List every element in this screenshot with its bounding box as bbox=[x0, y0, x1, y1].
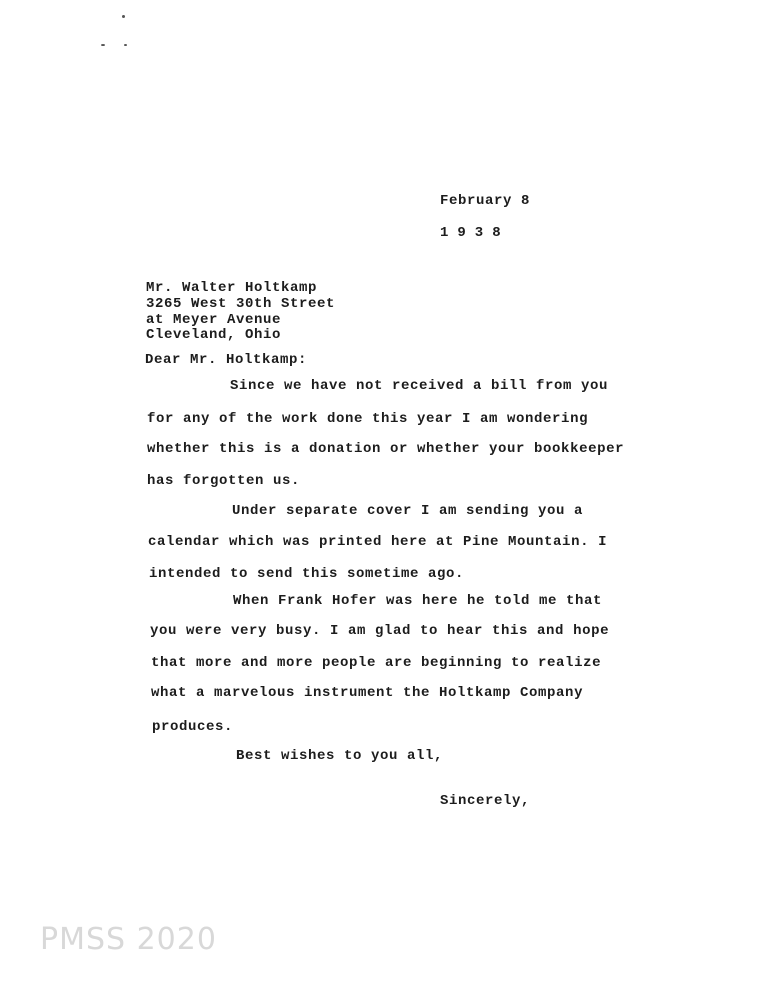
salutation: Dear Mr. Holtkamp: bbox=[145, 352, 308, 368]
paragraph-line: you were very busy. I am glad to hear this and hope bbox=[150, 623, 610, 639]
paragraph-line: When Frank Hofer was here he told me that bbox=[233, 593, 603, 609]
paragraph-line: for any of the work done this year I am wondering bbox=[147, 411, 589, 427]
recipient-street: 3265 West 30th Street bbox=[146, 296, 336, 312]
signoff: Sincerely, bbox=[440, 793, 531, 809]
letter-year: 1938 bbox=[440, 225, 510, 241]
paragraph-line: whether this is a donation or whether your bookkeeper bbox=[147, 441, 625, 457]
archive-watermark: PMSS 2020 bbox=[40, 922, 217, 957]
paragraph-line: has forgotten us. bbox=[147, 473, 301, 489]
paragraph-line: Since we have not received a bill from you bbox=[230, 378, 609, 394]
paragraph-line: intended to send this sometime ago. bbox=[149, 566, 465, 582]
ink-speck bbox=[122, 15, 125, 18]
ink-speck bbox=[124, 44, 127, 46]
letter-date: February 8 bbox=[440, 193, 531, 209]
paragraph-line: what a marvelous instrument the Holtkamp Company bbox=[151, 685, 584, 701]
paragraph-line: that more and more people are beginning to realize bbox=[151, 655, 602, 671]
recipient-city: Cleveland, Ohio bbox=[146, 327, 282, 343]
paragraph-line: calendar which was printed here at Pine Mountain. I bbox=[148, 534, 608, 550]
recipient-cross-street: at Meyer Avenue bbox=[146, 312, 282, 328]
ink-speck bbox=[101, 44, 105, 46]
closing-line: Best wishes to you all, bbox=[236, 748, 444, 764]
paragraph-line: Under separate cover I am sending you a bbox=[232, 503, 584, 519]
paragraph-line: produces. bbox=[152, 719, 234, 735]
recipient-name: Mr. Walter Holtkamp bbox=[146, 280, 318, 296]
